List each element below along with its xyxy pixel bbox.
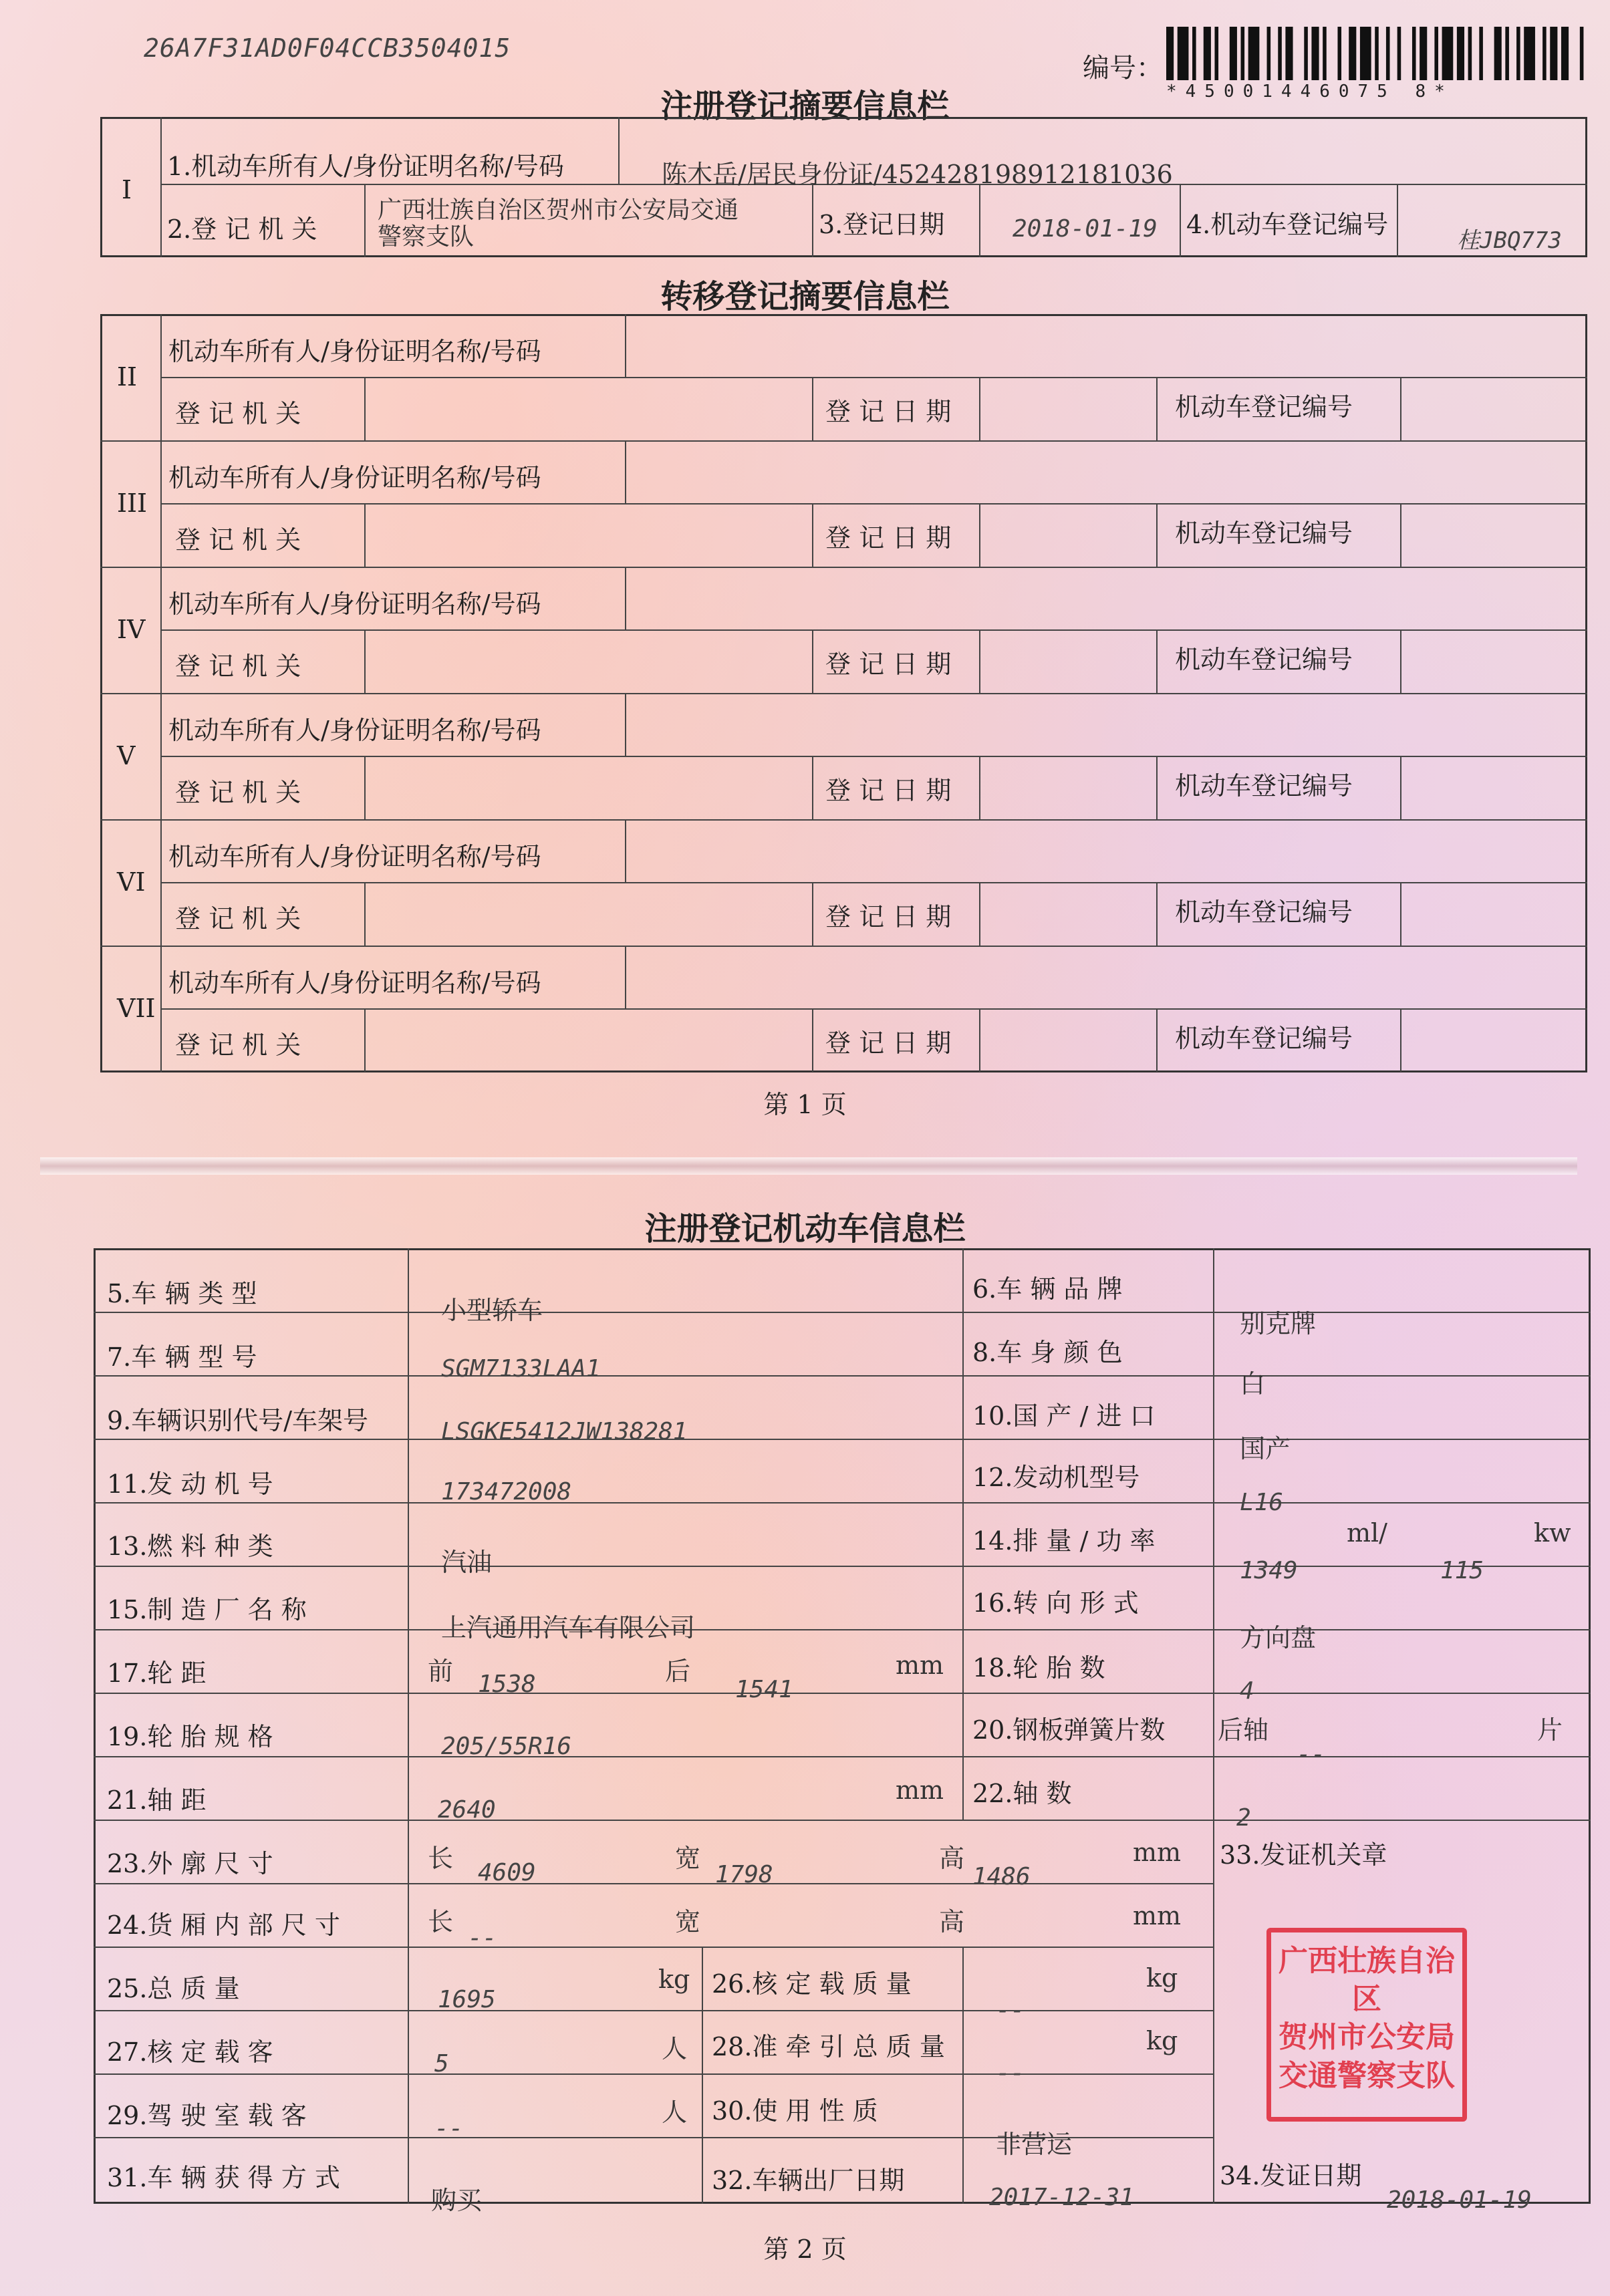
f14-ml-unit: ml/ <box>1347 1518 1387 1548</box>
transfer-date-label: 登 记 日 期 <box>825 650 952 679</box>
transfer-roman-3: III <box>117 488 148 518</box>
f17-rear-label: 后 <box>665 1657 691 1686</box>
transfer-authority-label: 登 记 机 关 <box>175 652 301 681</box>
f9-label: 9.车辆识别代号/车架号 <box>107 1406 369 1435</box>
f5-value: 小型轿车 <box>441 1296 543 1325</box>
section1-title: 注册登记摘要信息栏 <box>660 88 950 125</box>
f23-height-label: 高 <box>939 1844 965 1873</box>
f25-value: 1695 <box>438 1986 496 2013</box>
f20-value: -- <box>1297 1741 1326 1768</box>
transfer-authority-label: 登 记 机 关 <box>175 1030 301 1060</box>
issuing-authority-seal: 广西壮族自治区 贺州市公安局 交通警察支队 <box>1266 1928 1467 2122</box>
f23-length-label: 长 <box>428 1844 454 1873</box>
regno-label: 4.机动车登记编号 <box>1186 210 1389 239</box>
reg-date-label: 3.登记日期 <box>819 210 945 239</box>
f15-label: 15.制 造 厂 名 称 <box>107 1595 307 1624</box>
f18-value: 4 <box>1240 1677 1254 1705</box>
transfer-roman-7: VII <box>117 994 156 1023</box>
transfer-date-label: 登 记 日 期 <box>825 1028 952 1058</box>
f22-value: 2 <box>1236 1804 1251 1832</box>
transfer-date-label: 登 记 日 期 <box>825 397 952 426</box>
f24-height-label: 高 <box>939 1907 965 1936</box>
transfer-regno-label: 机动车登记编号 <box>1175 897 1353 927</box>
f27-unit: 人 <box>662 2034 688 2063</box>
f19-label: 19.轮 胎 规 格 <box>107 1722 273 1751</box>
f25-label: 25.总 质 量 <box>107 1974 240 2003</box>
transfer-owner-label: 机动车所有人/身份证明名称/号码 <box>168 716 541 745</box>
f23-unit: mm <box>1133 1838 1182 1867</box>
f24-width-label: 宽 <box>675 1907 701 1936</box>
f34-value: 2018-01-19 <box>1387 2186 1532 2214</box>
authority-label: 2.登 记 机 关 <box>167 214 317 244</box>
transfer-authority-label: 登 记 机 关 <box>175 778 301 807</box>
page-number-1: 第 1 页 <box>763 1090 847 1119</box>
f14-kw-unit: kw <box>1534 1518 1571 1548</box>
transfer-regno-label: 机动车登记编号 <box>1175 771 1353 801</box>
f26-unit: kg <box>1146 1963 1178 1993</box>
f32-value: 2017-12-31 <box>989 2184 1134 2211</box>
f19-value: 205/55R16 <box>441 1733 572 1760</box>
transfer-authority-label: 登 记 机 关 <box>175 399 301 428</box>
f14-value-kw: 115 <box>1440 1557 1484 1584</box>
transfer-date-label: 登 记 日 期 <box>825 523 952 553</box>
f14-value-ml: 1349 <box>1240 1557 1298 1584</box>
f15-value: 上汽通用汽车有限公司 <box>441 1613 696 1642</box>
owner-value: 陈木岳/居民身份证/452428198912181036 <box>662 160 1173 189</box>
f10-value: 国产 <box>1240 1434 1291 1463</box>
f34-label: 34.发证日期 <box>1220 2161 1362 2190</box>
barcode-icon <box>1166 27 1587 80</box>
f28-value: -- <box>996 2059 1025 2087</box>
f28-label: 28.准 牵 引 总 质 量 <box>712 2032 945 2061</box>
document-serial: 26A7F31AD0F04CCB3504015 <box>144 33 511 63</box>
f10-label: 10.国 产 / 进 口 <box>972 1401 1156 1431</box>
f17-rear-value: 1541 <box>735 1676 793 1703</box>
f17-front-value: 1538 <box>478 1671 536 1698</box>
transfer-owner-label: 机动车所有人/身份证明名称/号码 <box>168 463 541 492</box>
f16-value: 方向盘 <box>1240 1623 1317 1653</box>
f12-label: 12.发动机型号 <box>972 1463 1140 1492</box>
f5-label: 5.车 辆 类 型 <box>107 1279 257 1308</box>
f29-value: -- <box>434 2115 464 2142</box>
f32-label: 32.车辆出厂日期 <box>712 2166 905 2195</box>
f13-value: 汽油 <box>441 1548 493 1577</box>
f24-length-value: -- <box>468 1924 497 1952</box>
section2-title: 转移登记摘要信息栏 <box>660 278 950 315</box>
reg-date-value: 2018-01-19 <box>1013 215 1158 243</box>
f27-label: 27.核 定 载 客 <box>107 2037 273 2067</box>
f26-label: 26.核 定 载 质 量 <box>712 1969 912 1999</box>
section1-roman: I <box>122 175 132 204</box>
f23-length-value: 4609 <box>478 1859 536 1886</box>
f17-front-label: 前 <box>428 1657 454 1686</box>
transfer-owner-label: 机动车所有人/身份证明名称/号码 <box>168 842 541 871</box>
f21-label: 21.轴 距 <box>107 1785 207 1815</box>
f20-rear-label: 后轴 <box>1218 1715 1269 1745</box>
f21-value: 2640 <box>438 1796 496 1824</box>
transfer-regno-label: 机动车登记编号 <box>1175 645 1353 674</box>
f7-label: 7.车 辆 型 号 <box>107 1342 257 1372</box>
barcode-number: *45001446075 8* <box>1166 82 1454 102</box>
f30-label: 30.使 用 性 质 <box>712 2096 878 2126</box>
f20-label: 20.钢板弹簧片数 <box>972 1715 1166 1745</box>
transfer-owner-label: 机动车所有人/身份证明名称/号码 <box>168 968 541 998</box>
f11-label: 11.发 动 机 号 <box>107 1469 273 1499</box>
owner-label: 1.机动车所有人/身份证明名称/号码 <box>167 152 564 181</box>
transfer-authority-label: 登 记 机 关 <box>175 525 301 555</box>
f16-label: 16.转 向 形 式 <box>972 1588 1139 1618</box>
f6-label: 6.车 辆 品 牌 <box>972 1274 1123 1304</box>
transfer-roman-4: IV <box>117 615 146 644</box>
f24-unit: mm <box>1133 1901 1182 1930</box>
transfer-authority-label: 登 记 机 关 <box>175 904 301 934</box>
f21-unit: mm <box>896 1775 944 1805</box>
f11-value: 173472008 <box>441 1478 572 1505</box>
f12-value: L16 <box>1240 1489 1284 1516</box>
f30-value: 非营运 <box>996 2130 1073 2159</box>
f17-unit: mm <box>896 1651 944 1680</box>
f20-unit: 片 <box>1537 1715 1563 1745</box>
f33-label: 33.发证机关章 <box>1220 1840 1387 1870</box>
f31-label: 31.车 辆 获 得 方 式 <box>107 2163 340 2192</box>
transfer-roman-5: V <box>117 741 136 770</box>
f27-value: 5 <box>434 2050 449 2077</box>
f8-label: 8.车 身 颜 色 <box>972 1338 1123 1367</box>
f24-length-label: 长 <box>428 1907 454 1936</box>
transfer-date-label: 登 记 日 期 <box>825 902 952 931</box>
page-number-2: 第 2 页 <box>763 2235 847 2264</box>
f25-unit: kg <box>658 1965 690 1994</box>
f28-unit: kg <box>1146 2026 1178 2055</box>
section3-title: 注册登记机动车信息栏 <box>644 1210 966 1248</box>
f6-value: 别克牌 <box>1240 1309 1317 1338</box>
f26-value: -- <box>996 1997 1025 2024</box>
authority-value-1: 广西壮族自治区贺州市公安局交通 <box>378 196 739 224</box>
transfer-owner-label: 机动车所有人/身份证明名称/号码 <box>168 337 541 366</box>
f9-value: LSGKE5412JW138281 <box>441 1418 688 1445</box>
f8-value: 白 <box>1240 1369 1266 1399</box>
transfer-roman-6: VI <box>117 867 146 897</box>
f23-label: 23.外 廓 尺 寸 <box>107 1849 273 1878</box>
number-label: 编号： <box>1083 53 1163 84</box>
f14-label: 14.排 量 / 功 率 <box>972 1526 1156 1556</box>
f31-value: 购买 <box>431 2186 483 2215</box>
f23-width-label: 宽 <box>675 1844 701 1873</box>
regno-value: 桂JBQ773 <box>1457 227 1562 254</box>
f29-label: 29.驾 驶 室 载 客 <box>107 2101 307 2130</box>
f23-width-value: 1798 <box>715 1861 773 1888</box>
f23-height-value: 1486 <box>972 1863 1031 1890</box>
transfer-regno-label: 机动车登记编号 <box>1175 1024 1353 1053</box>
authority-value-2: 警察支队 <box>378 223 475 251</box>
transfer-roman-2: II <box>117 362 138 392</box>
f17-label: 17.轮 距 <box>107 1659 207 1688</box>
transfer-regno-label: 机动车登记编号 <box>1175 519 1353 548</box>
f18-label: 18.轮 胎 数 <box>972 1653 1105 1683</box>
f22-label: 22.轴 数 <box>972 1779 1072 1808</box>
f13-label: 13.燃 料 种 类 <box>107 1532 273 1561</box>
transfer-regno-label: 机动车登记编号 <box>1175 392 1353 422</box>
page-fold <box>40 1157 1577 1175</box>
f7-value: SGM7133LAA1 <box>441 1355 601 1383</box>
f29-unit: 人 <box>662 2098 688 2127</box>
transfer-date-label: 登 记 日 期 <box>825 776 952 805</box>
f24-label: 24.货 厢 内 部 尺 寸 <box>107 1910 340 1940</box>
transfer-owner-label: 机动车所有人/身份证明名称/号码 <box>168 589 541 619</box>
